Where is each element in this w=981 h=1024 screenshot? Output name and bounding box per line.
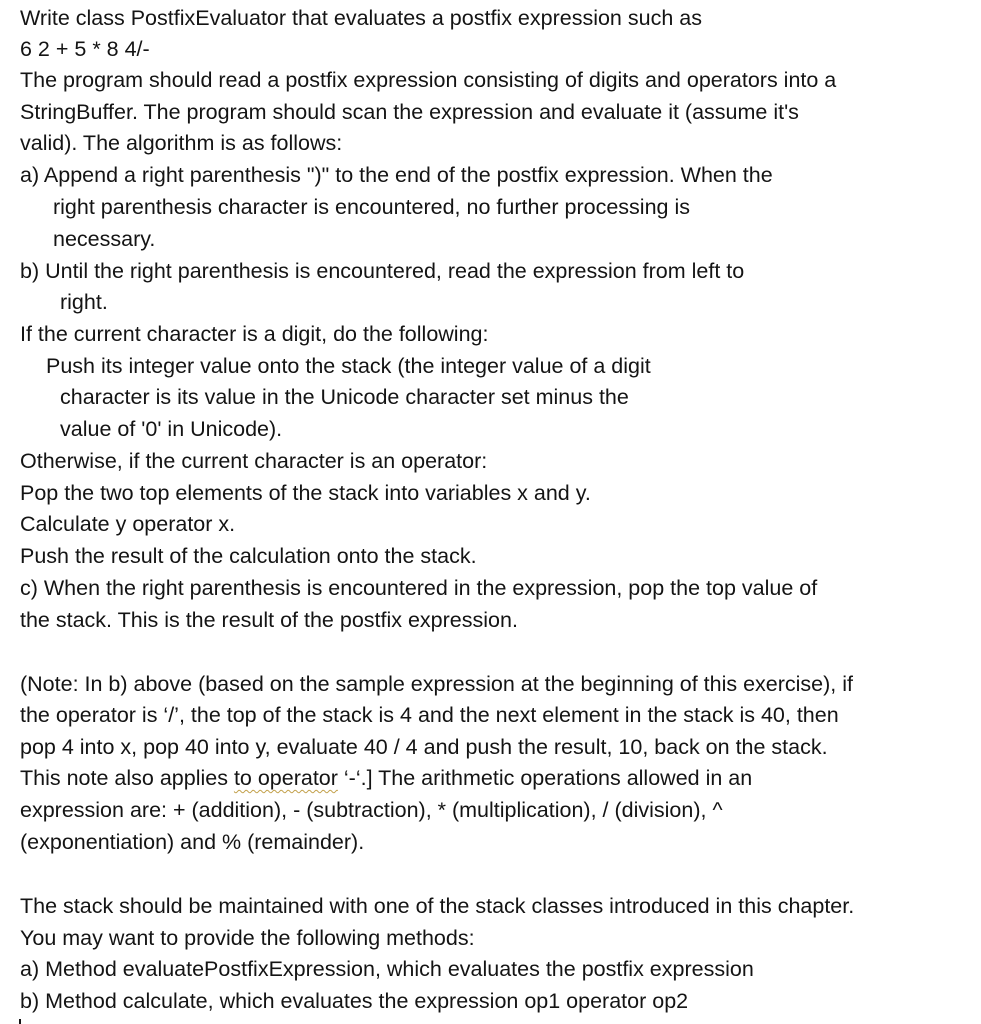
note-line-5: expression are: + (addition), - (subtraction), * (multiplication), / (division), ^ (20, 798, 723, 822)
note-line-4-start: This note also applies (20, 766, 234, 790)
stack-info-line-2: You may want to provide the following methods: (20, 926, 475, 950)
note-line-1: (Note: In b) above (based on the sample expression at the beginning of this exercise), if (20, 672, 853, 696)
digit-case-line-1: Push its integer value onto the stack (the integer value of a digit (46, 354, 651, 378)
text-cursor (19, 1019, 21, 1024)
intro-line-1: Write class PostfixEvaluator that evaluates a postfix expression such as (20, 6, 702, 30)
sample-expression: 6 2 + 5 * 8 4/- (20, 37, 150, 61)
step-b-line-2: right. (60, 290, 108, 314)
step-b-line-1: b) Until the right parenthesis is encountered, read the expression from left to (20, 259, 745, 283)
step-c-line-2: the stack. This is the result of the postfix expression. (20, 608, 518, 632)
operator-case-heading: Otherwise, if the current character is an operator: (20, 449, 488, 473)
step-a-line-1: a) Append a right parenthesis ")" to the end of the postfix expression. When the (20, 163, 773, 187)
operator-case-line-2: Calculate y operator x. (20, 512, 236, 536)
description-line-2: StringBuffer. The program should scan the expression and evaluate it (assume it's (20, 100, 799, 124)
step-a-line-2: right parenthesis character is encountered, no further processing is (53, 195, 690, 219)
description-line-1: The program should read a postfix expression consisting of digits and operators into a (20, 68, 837, 92)
digit-case-line-2: character is its value in the Unicode character set minus the (60, 385, 629, 409)
note-line-6: (exponentiation) and % (remainder). (20, 830, 365, 854)
step-a-line-3: necessary. (53, 227, 156, 251)
method-b-line: b) Method calculate, which evaluates the expression op1 operator op2 (20, 989, 689, 1013)
stack-info-line-1: The stack should be maintained with one of the stack classes introduced in this chapter. (20, 894, 855, 918)
spellcheck-flagged-text[interactable]: to operator (233, 766, 338, 790)
note-line-2: the operator is ‘/’, the top of the stack is 4 and the next element in the stack is 40, then (20, 703, 839, 727)
step-c-line-1: c) When the right parenthesis is encountered in the expression, pop the top value of (20, 576, 818, 600)
operator-case-line-3: Push the result of the calculation onto the stack. (20, 544, 477, 568)
method-a-line: a) Method evaluatePostfixExpression, which evaluates the postfix expression (20, 957, 754, 981)
note-line-3: pop 4 into x, pop 40 into y, evaluate 40 / 4 and push the result, 10, back on the stack. (20, 735, 828, 759)
description-line-3: valid). The algorithm is as follows: (20, 131, 343, 155)
note-line-4 (20, 765, 752, 791)
digit-case-heading: If the current character is a digit, do the following: (20, 322, 489, 346)
digit-case-line-3: value of '0' in Unicode). (60, 417, 283, 441)
operator-case-line-1: Pop the two top elements of the stack into variables x and y. (20, 481, 591, 505)
note-line-4-end: ‘-‘.] The arithmetic operations allowed in an (337, 766, 753, 790)
